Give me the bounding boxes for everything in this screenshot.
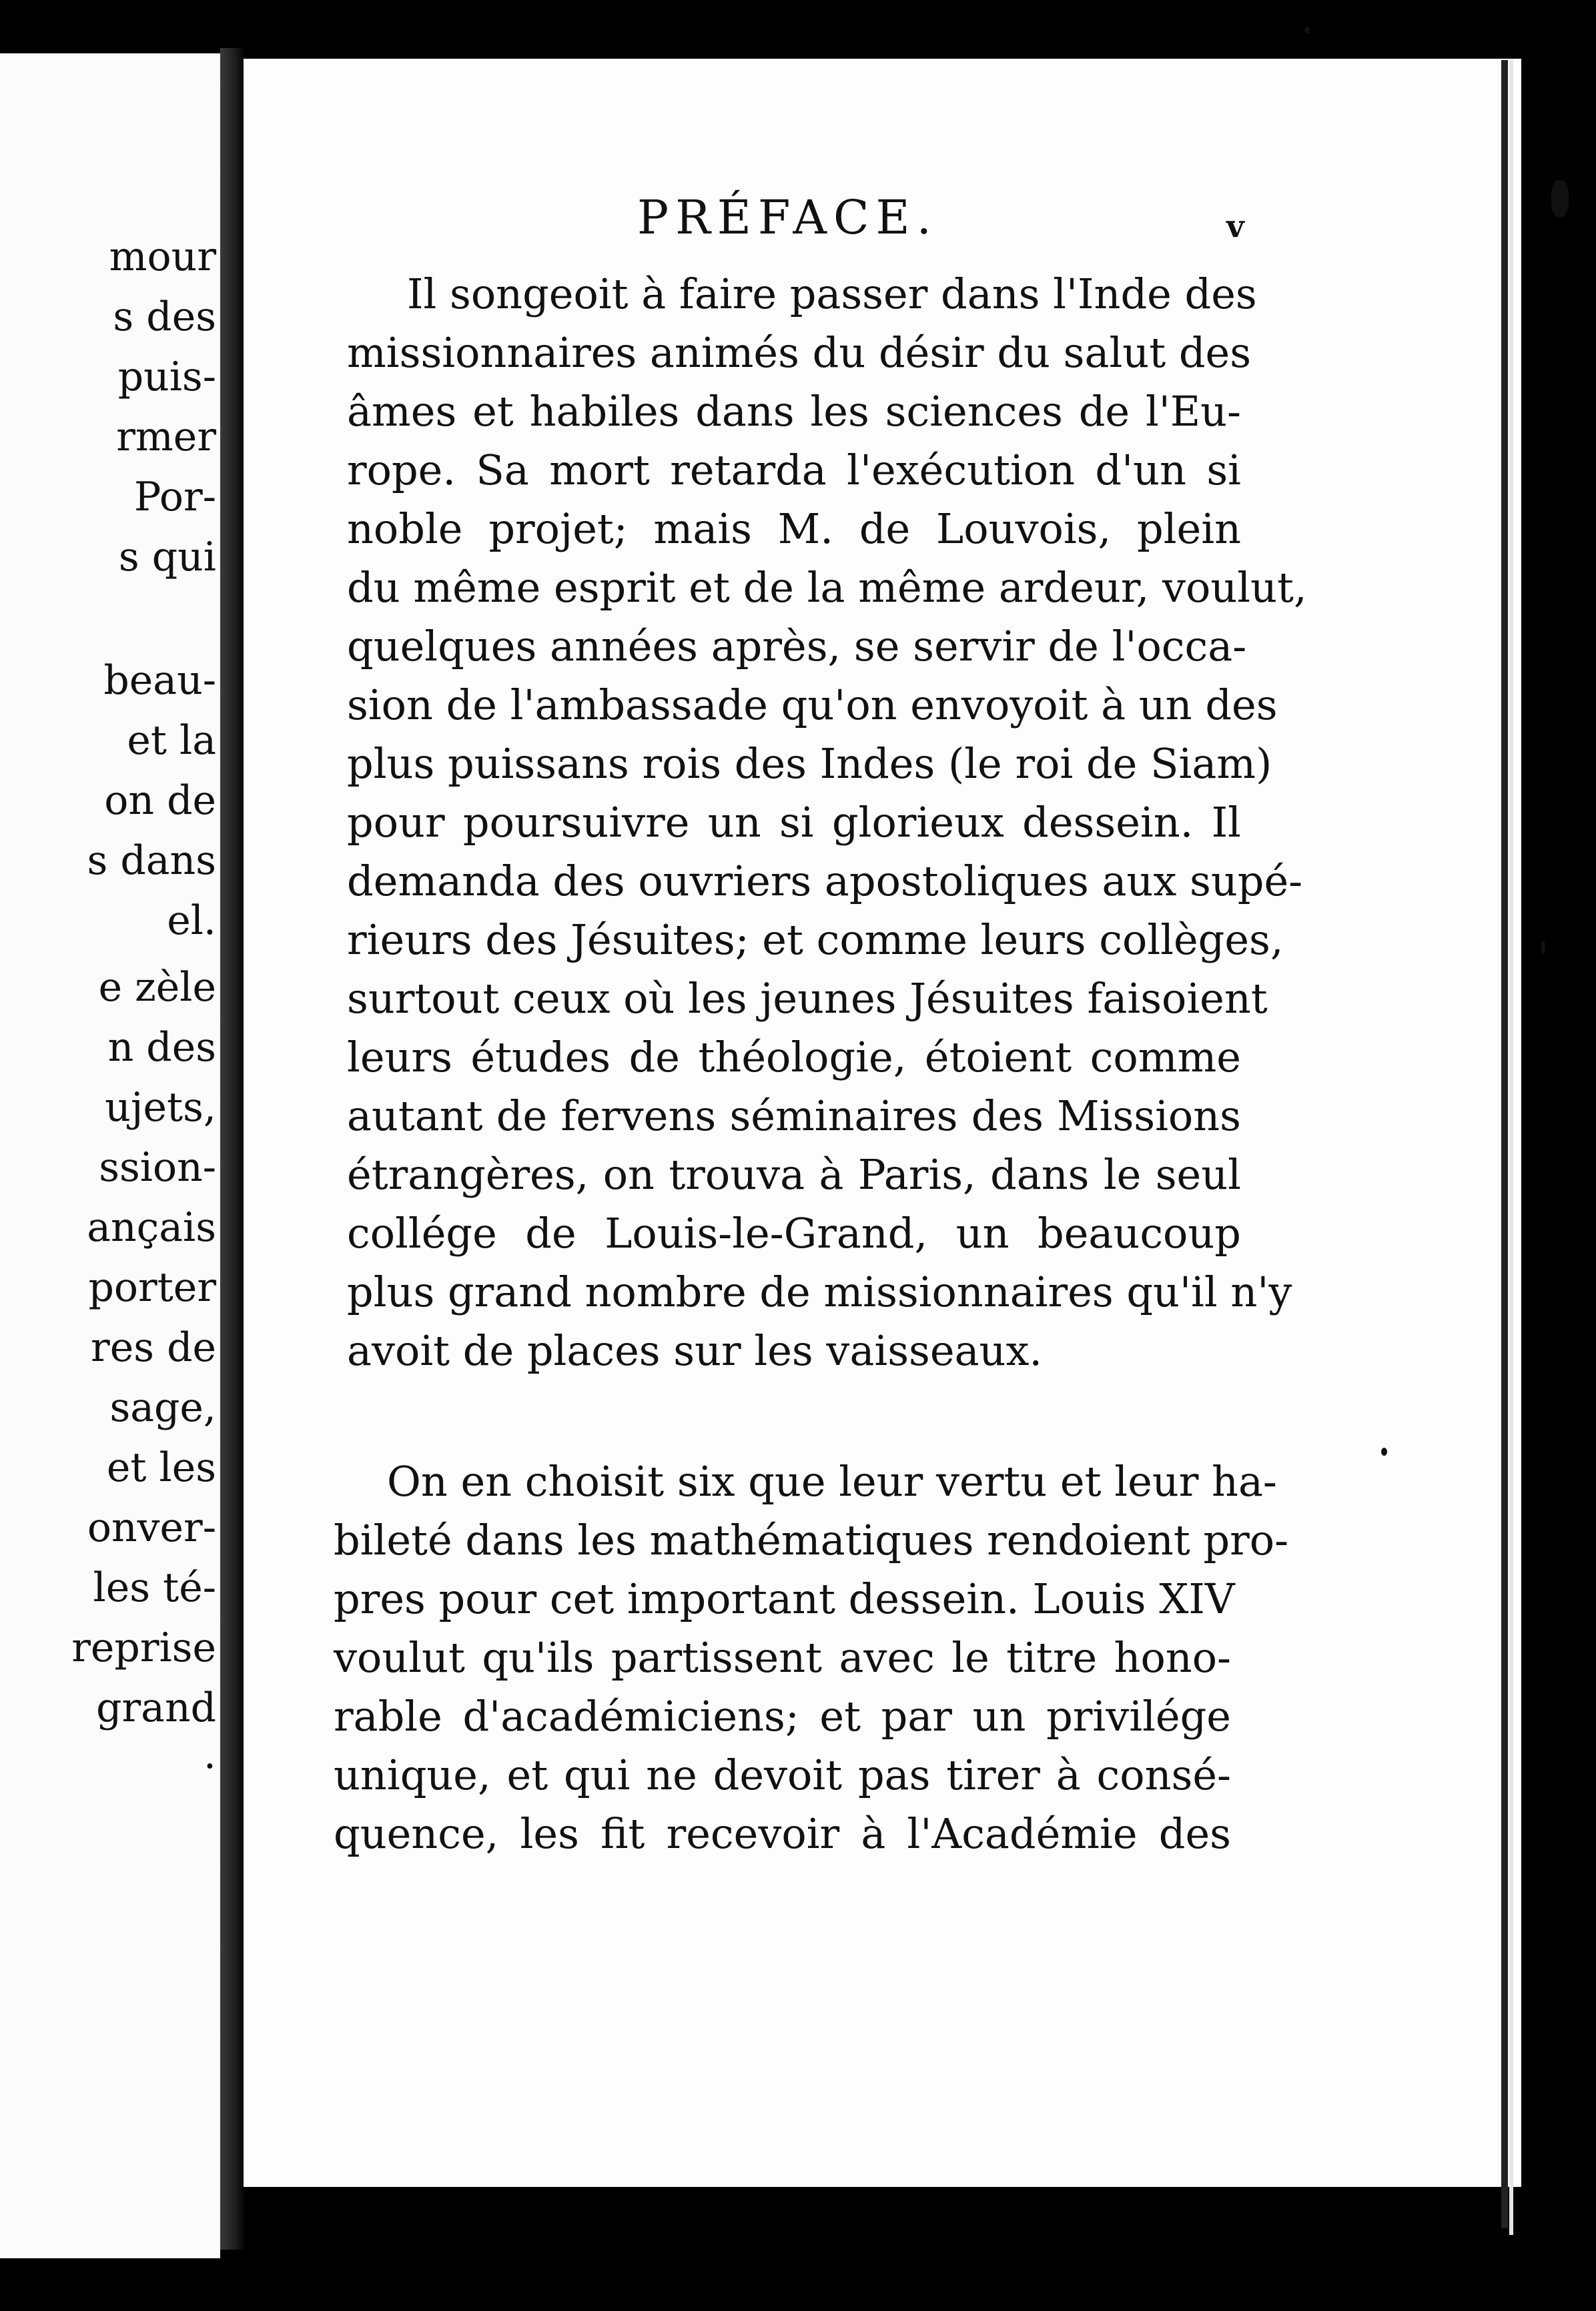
paragraph-2-line: pres pour cet important dessein. Louis XIV [334,1574,1235,1623]
paragraph-2-line: unique, et qui ne devoit pas tirer à consé- [334,1751,1231,1799]
left-page-line: s qui [118,534,216,580]
left-page-line: s des [113,294,216,340]
left-page-line: ssion- [99,1144,216,1191]
scan-speck [1304,27,1310,33]
left-page-line: et la [127,717,216,764]
left-page-line: ançais [87,1204,216,1251]
left-page-line: mour [109,234,216,280]
left-page-line: les té- [93,1564,216,1611]
left-page-line: res de [91,1324,216,1371]
paragraph-1-line: noble projet; mais M. de Louvois, plein [347,504,1241,553]
right-page [244,59,1521,2187]
running-head: PRÉFACE. [637,190,938,245]
paragraph-2-line: bileté dans les mathématiques rendoient pro- [334,1516,1289,1564]
paragraph-1-line: plus grand nombre de missionnaires qu'il n'y [347,1268,1292,1316]
paragraph-1-line: pour poursuivre un si glorieux dessein. Il [347,798,1241,847]
paragraph-1-line: plus puissans rois des Indes (le roi de Siam) [347,739,1272,788]
paragraph-1-line: demanda des ouvriers apostoliques aux supé- [347,857,1303,905]
left-page-line: puis- [117,354,216,400]
left-page-line: onver- [87,1504,216,1551]
left-page-line: grand [96,1685,216,1731]
paragraph-2-line: On en choisit six que leur vertu et leur ha- [387,1457,1277,1506]
paragraph-1-line: âmes et habiles dans les sciences de l'Eu- [347,387,1241,436]
page-number: v [1226,208,1244,244]
paragraph-2-line: rable d'académiciens; et par un privilége [334,1692,1231,1741]
paragraph-1-line: missionnaires animés du désir du salut des [347,328,1252,377]
left-page-line: n des [107,1024,216,1071]
left-page-line: porter [88,1264,216,1311]
left-page-line: ujets, [105,1084,216,1131]
left-page-line: rmer [116,414,216,460]
left-page-line: on de [104,777,216,824]
left-page-line: reprise [71,1625,216,1671]
scan-speck [1381,1448,1387,1456]
left-page-line: sage, [109,1384,216,1431]
paragraph-2-line: voulut qu'ils partissent avec le titre hono- [334,1633,1231,1682]
paragraph-2-line: quence, les fit recevoir à l'Académie des [334,1809,1231,1858]
paragraph-1-line: avoit de places sur les vaisseaux. [347,1326,1043,1375]
scan-speck [1541,941,1545,954]
book-gutter [220,48,246,2250]
left-page-line: . [203,1731,216,1778]
page-edge [1509,60,1513,2235]
paragraph-1-line: Il songeoit à faire passer dans l'Inde des [407,270,1257,318]
page-edge-shadow [1501,60,1508,2228]
paragraph-1-line: collége de Louis-le-Grand, un beaucoup [347,1209,1241,1258]
paragraph-1-line: leurs études de théologie, étoient comme [347,1033,1241,1081]
left-page-line: el. [167,897,216,944]
paragraph-1-line: autant de fervens séminaires des Missions [347,1091,1241,1140]
paragraph-1-line: sion de l'ambassade qu'on envoyoit à un des [347,680,1278,729]
scan-speck [1551,180,1569,217]
paragraph-1-line: du même esprit et de la même ardeur, voulut, [347,563,1307,612]
left-page-line: e zèle [98,964,216,1011]
paragraph-1-line: étrangères, on trouva à Paris, dans le seul [347,1150,1241,1199]
left-facing-page [0,53,220,2258]
paragraph-1-line: quelques années après, se servir de l'occa- [347,622,1247,670]
left-page-line: s dans [87,837,216,884]
left-page-line: Por- [133,474,216,520]
left-page-line: beau- [103,657,216,704]
paragraph-1-line: rope. Sa mort retarda l'exécution d'un si [347,446,1241,494]
paragraph-1-line: surtout ceux où les jeunes Jésuites faisoient [347,974,1268,1023]
left-page-line: et les [106,1444,216,1491]
paragraph-1-line: rieurs des Jésuites; et comme leurs collèges, [347,915,1284,964]
